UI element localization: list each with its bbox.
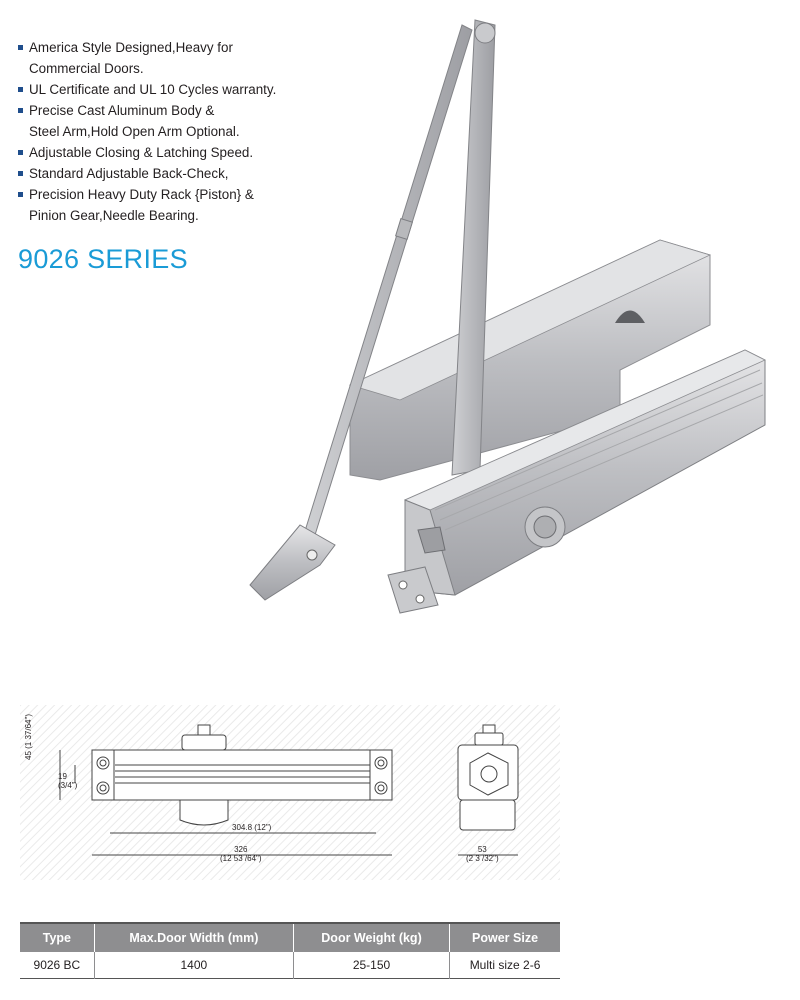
col-header-door-width: Max.Door Width (mm) (94, 923, 293, 952)
bullet-icon (18, 171, 23, 176)
feature-item: UL Certificate and UL 10 Cycles warranty. (18, 79, 276, 100)
feature-list (18, 37, 276, 226)
bullet-icon (18, 108, 23, 113)
spec-table (20, 922, 560, 979)
series-title: 9026 SERIES (18, 244, 188, 274)
feature-item: Adjustable Closing & Latching Speed. (18, 142, 276, 163)
feature-item: Precise Cast Aluminum Body & Steel Arm,Hold Open Arm Optional. (18, 100, 276, 142)
dim-inner: 19 (3/4") (58, 772, 78, 790)
bullet-icon (18, 192, 23, 197)
feature-item: Precision Heavy Duty Rack {Piston} & Pinion Gear,Needle Bearing. (18, 184, 276, 226)
dim-hole-spacing: 304.8 (12") (232, 823, 272, 832)
col-header-door-weight: Door Weight (kg) (293, 923, 449, 952)
feature-item: Standard Adjustable Back-Check, (18, 163, 276, 184)
bullet-icon (18, 45, 23, 50)
feature-item: America Style Designed,Heavy for Commercial Doors. (18, 37, 276, 79)
dim-length: 326 (12 53 /64") (220, 845, 262, 863)
table-row: 9026 BC 1400 25-150 Multi size 2-6 (20, 952, 560, 979)
bullet-icon (18, 150, 23, 155)
col-header-type: Type (20, 923, 94, 952)
dim-height: 45 (1 37/64") (24, 714, 33, 760)
door-closer-image (240, 5, 780, 625)
dim-depth: 53 (2 3 /32") (466, 845, 499, 863)
bullet-icon (18, 87, 23, 92)
col-header-power-size: Power Size (450, 923, 560, 952)
